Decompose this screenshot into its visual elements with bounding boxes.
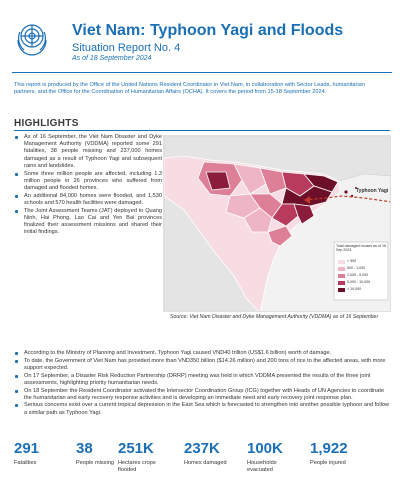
highlight-bullet: The Joint Assessment Teams (JAT) deployed to Quang Ninh, Hai Phong, Lao Cai and Yen Bai provinces finalized their assessment missions and shared their initial findings. bbox=[14, 208, 162, 237]
stat-value: 1,922 bbox=[310, 440, 348, 457]
stat-value: 100K bbox=[247, 440, 283, 457]
stat-crops-flooded bbox=[118, 440, 166, 474]
highlight-bullet: An additional 84,000 homes were flooded, and 1,530 schools and 570 health facilities were damaged. bbox=[14, 193, 162, 207]
stat-value: 38 bbox=[76, 440, 93, 457]
highlights-left-list bbox=[14, 134, 162, 237]
map-legend-title: Total damaged houses as of 16 Sep 2024 bbox=[336, 244, 386, 253]
highlights-heading: HIGHLIGHTS bbox=[14, 118, 79, 129]
highlight-bullet: On 17 September, a Disaster Risk Reduction Partnership (DRRP) meeting was held in which VDDMA presented the results of the three joint assessments, highlighting priority humanitarian needs. bbox=[14, 373, 390, 387]
un-emblem-icon bbox=[12, 18, 52, 58]
map-legend-item: < 500 bbox=[347, 259, 357, 263]
stat-label: People missing bbox=[76, 460, 114, 466]
stat-value: 251K bbox=[118, 440, 154, 457]
stat-value: 237K bbox=[184, 440, 220, 457]
header-divider bbox=[12, 72, 392, 73]
map-legend-item: 5,000 - 10,000 bbox=[347, 280, 371, 284]
stat-label: Households evacuated bbox=[247, 460, 277, 473]
report-subtitle: Situation Report No. 4 bbox=[72, 42, 181, 54]
report-header bbox=[0, 0, 400, 70]
damage-map-graphic bbox=[164, 136, 391, 312]
stat-label: Hectares crops flooded bbox=[118, 460, 156, 473]
stat-label: Homes damaged bbox=[184, 460, 227, 466]
stat-fatalities bbox=[14, 440, 76, 467]
highlight-bullet: Some three million people are affected, including 1.3 million people in 26 provinces who suffered from damaged and flooded homes. bbox=[14, 171, 162, 193]
stat-label: People injured bbox=[310, 460, 346, 466]
stat-homes-damaged bbox=[184, 440, 228, 467]
intro-paragraph: This report is produced by the Office of the United Nations Resident Coordinator in Viet Nam, in collaboration with Sector Leads, humanitarian partners, and the Office for the Coordination of Humanitarian Affairs (OCHA). It covers the period from 15-18 September 2024. bbox=[14, 82, 365, 96]
highlight-bullet: Serious concerns exist over a current tropical depression in the East Sea which is forecasted to strengthen into another possible typhoon and follow a similar path as Typhoon Yagi. bbox=[14, 402, 390, 416]
report-title: Viet Nam: Typhoon Yagi and Floods bbox=[72, 22, 344, 39]
highlight-bullet: As of 16 September, the Viet Nam Disaster and Dyke Management Authority (VDDMA) reported some 291 fatalities, 38 people missing and 237,000 homes damaged as a result of Typhoon Yagi and subsequent rains and landslides. bbox=[14, 134, 162, 170]
highlights-divider bbox=[14, 130, 390, 131]
highlight-bullet: To date, the Government of Viet Nam has provided more than VND350 billion ($14.26 million) and 200 tons of rice to the affected areas, with more support expected. bbox=[14, 358, 390, 372]
report-date: As of 18 September 2024 bbox=[72, 55, 152, 62]
stat-label: Fatalities bbox=[14, 460, 37, 466]
highlight-bullet: According to the Ministry of Planning and Investment, Typhoon Yagi caused VND40 trillion (US$1.6 billion) worth of damage. bbox=[14, 350, 390, 357]
map-legend-item: 1,000 - 5,000 bbox=[347, 273, 369, 277]
map-legend-item: > 10,000 bbox=[347, 287, 362, 291]
map-legend-item: 500 - 1,000 bbox=[347, 266, 366, 270]
highlight-bullet: On 18 September the Resident Coordinator activated the Intersector Coordination Group (ICG) together with Heads of UN Agencies to coordinate the humanitarian and early recovery response activities and is developing an immediate need and early recovery joint response plan. bbox=[14, 388, 390, 402]
map-caption: Source: Viet Nam Disaster and Dyke Management Authority (VDDMA) as of 16 September bbox=[170, 314, 379, 320]
damage-map bbox=[163, 135, 391, 312]
stat-people-injured bbox=[310, 440, 354, 467]
key-figures bbox=[0, 440, 400, 500]
typhoon-track-label: Typhoon Yagi bbox=[356, 188, 389, 194]
highlights-bottom-list bbox=[14, 350, 390, 417]
stat-value: 291 bbox=[14, 440, 40, 457]
stat-households-evacuated bbox=[247, 440, 295, 474]
stat-missing bbox=[76, 440, 116, 467]
